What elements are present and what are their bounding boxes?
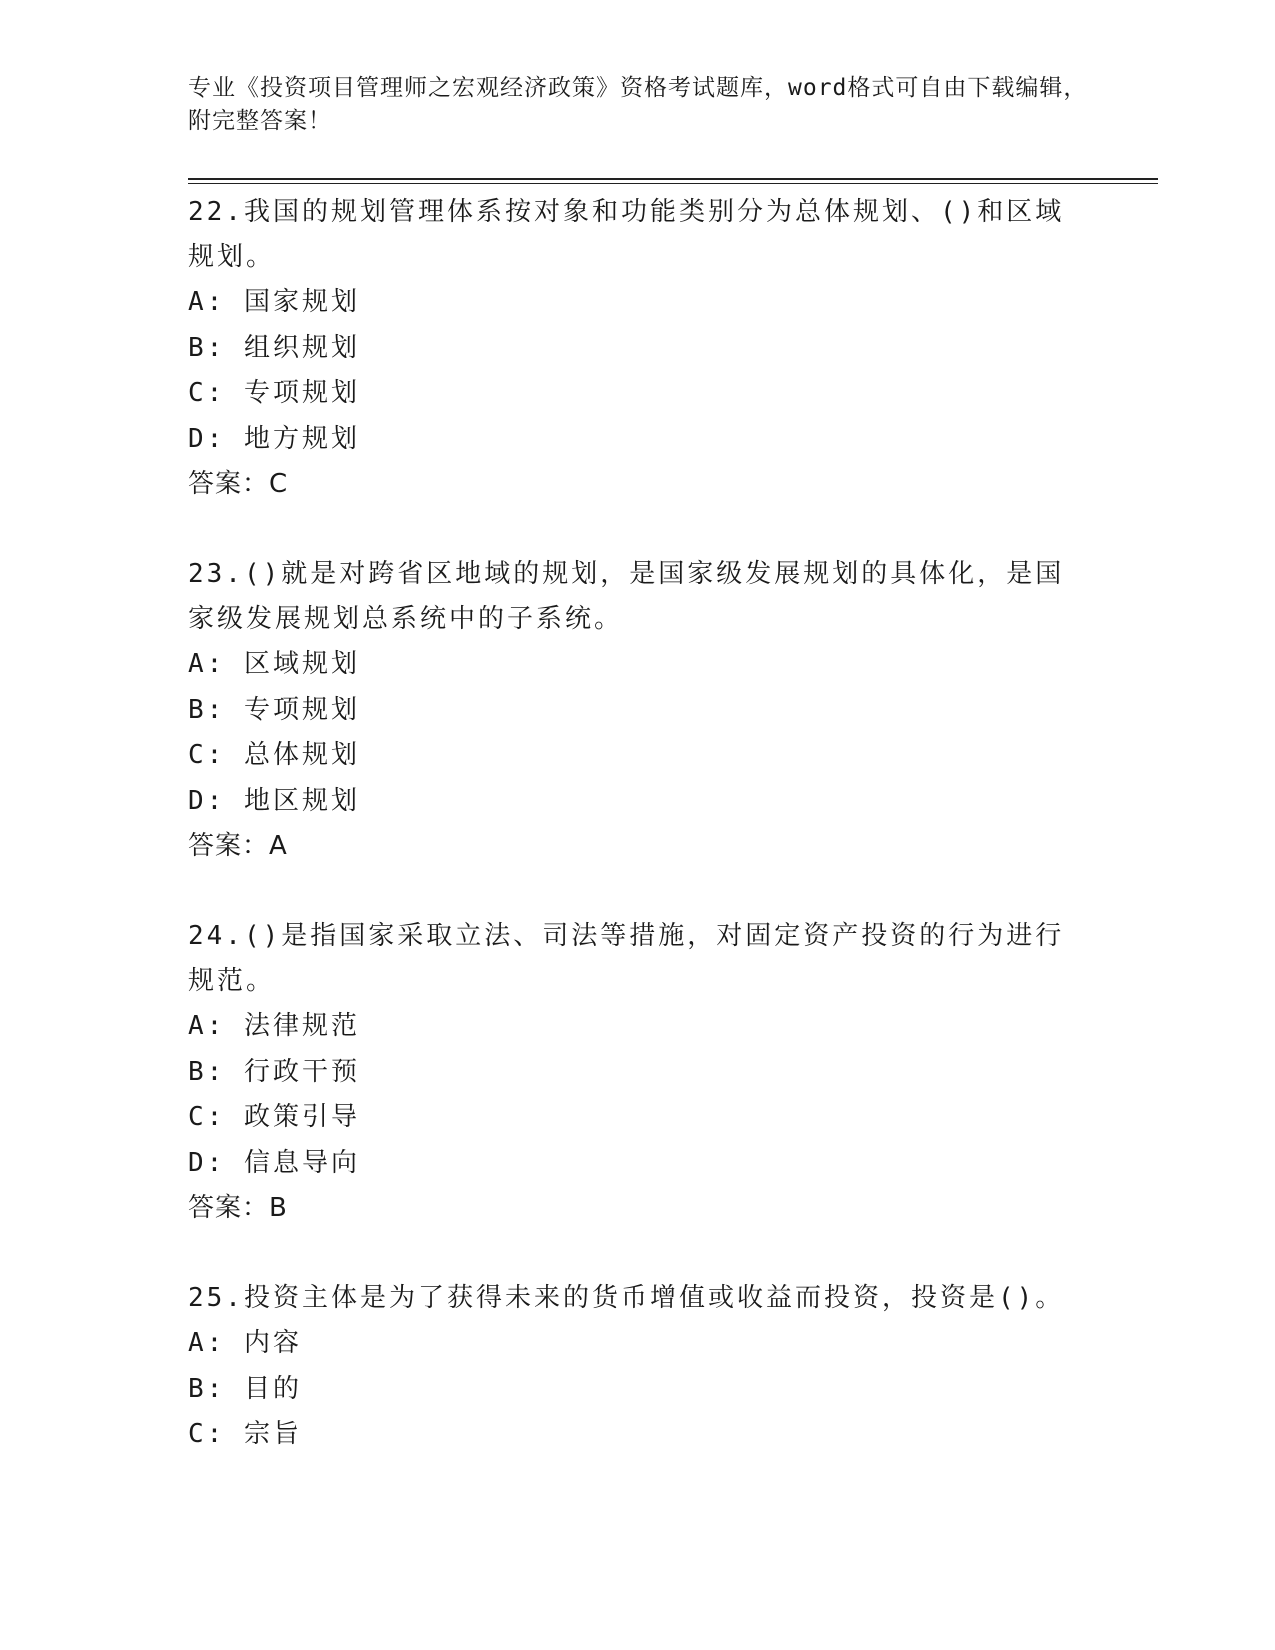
header-divider-thin (188, 183, 1158, 184)
question-23 (188, 552, 1088, 869)
option-a: A: 内容 (188, 1328, 302, 1358)
document-header: 专业《投资项目管理师之宏观经济政策》资格考试题库，word格式可自由下载编辑，附完整答案！ (188, 75, 1088, 134)
option-c: C: 总体规划 (188, 740, 360, 770)
answer-text: 答案：A (188, 831, 288, 861)
question-stem: 25.投资主体是为了获得未来的货币增值或收益而投资，投资是()。 (188, 1283, 1065, 1313)
option-b: B: 组织规划 (188, 332, 360, 363)
option-b: B: 目的 (188, 1373, 302, 1404)
question-spacer (188, 507, 1088, 552)
option-a: A: 法律规范 (188, 1011, 360, 1041)
option-d: D: 地区规划 (188, 785, 360, 816)
header-divider-thick (188, 178, 1158, 180)
option-b: B: 行政干预 (188, 1056, 360, 1087)
option-b: B: 专项规划 (188, 694, 360, 725)
question-spacer (188, 869, 1088, 914)
option-a: A: 区域规划 (188, 649, 360, 679)
question-25 (188, 1276, 1088, 1458)
option-d: D: 地方规划 (188, 423, 360, 454)
question-24 (188, 914, 1088, 1231)
question-stem: 23.()就是对跨省区地域的规划，是国家级发展规划的具体化，是国家级发展规划总系统中的子系统。 (188, 559, 1065, 634)
answer-text: 答案：B (188, 1193, 288, 1223)
option-d: D: 信息导向 (188, 1147, 360, 1178)
option-c: C: 宗旨 (188, 1419, 302, 1449)
question-spacer (188, 1231, 1088, 1276)
answer-text: 答案：C (188, 469, 289, 499)
option-a: A: 国家规划 (188, 287, 360, 317)
question-22 (188, 190, 1088, 507)
question-list (188, 190, 1088, 1458)
option-c: C: 专项规划 (188, 378, 360, 408)
option-c: C: 政策引导 (188, 1102, 360, 1132)
question-stem: 22.我国的规划管理体系按对象和功能类别分为总体规划、()和区域规划。 (188, 197, 1065, 272)
question-stem: 24.()是指国家采取立法、司法等措施，对固定资产投资的行为进行规范。 (188, 921, 1065, 996)
